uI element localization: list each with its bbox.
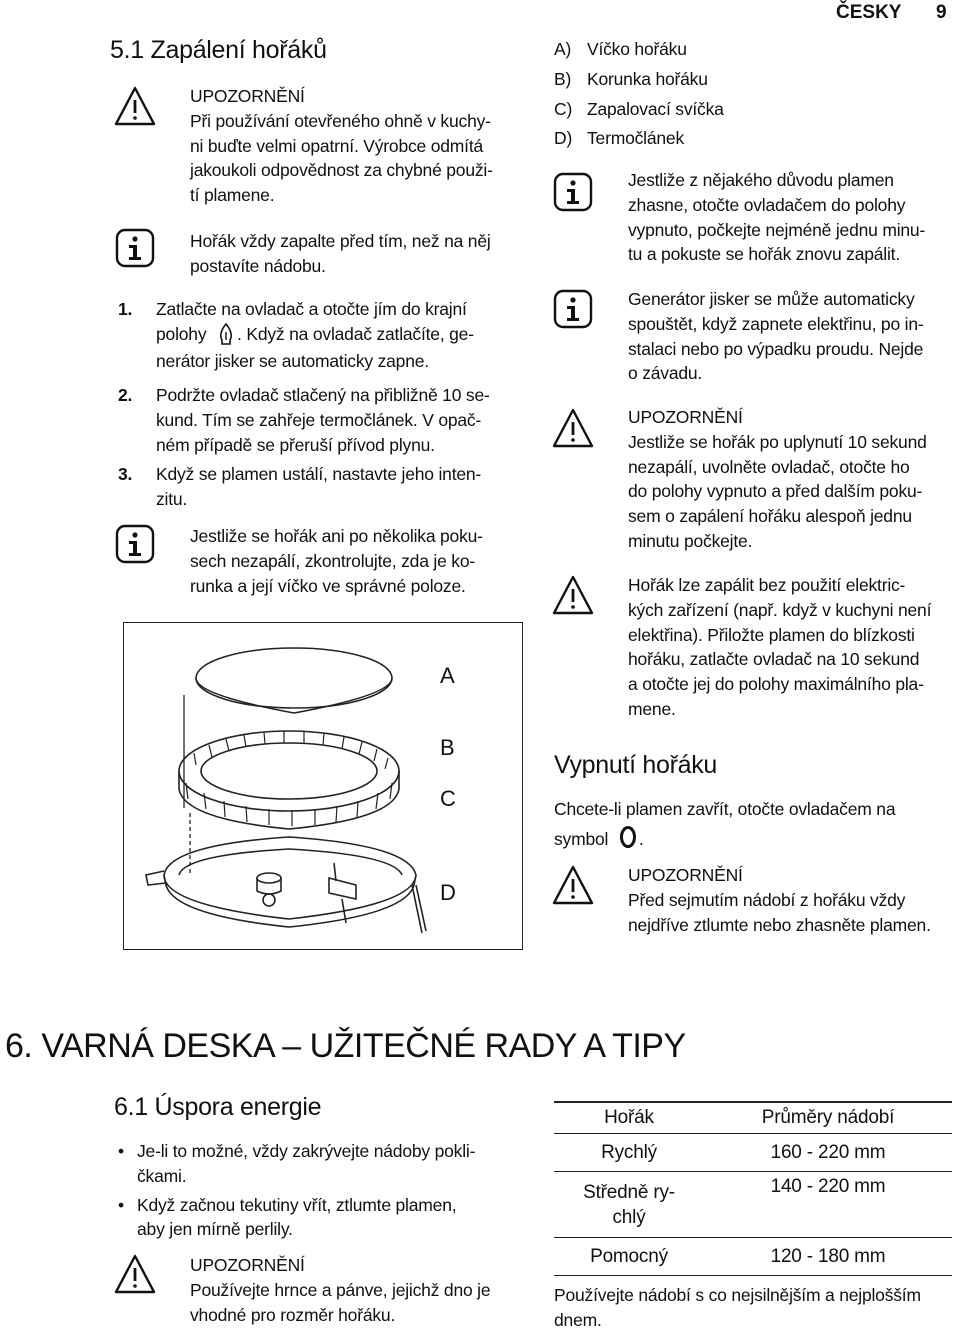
ignition-symbol-icon (219, 323, 233, 345)
chapter-number: 6. (5, 1027, 33, 1065)
warning-icon (551, 574, 595, 618)
info-icon (553, 172, 593, 212)
step-number: 3. (118, 464, 133, 484)
figure-label-c: C (440, 786, 456, 811)
burner-exploded-drawing (124, 623, 521, 948)
section-6-1-heading (114, 1092, 321, 1122)
table-header: Průměry nádobí (704, 1102, 952, 1134)
warning-block-2: UPOZORNĚNÍ Jestliže se hořák po uplynutí 10 sekund nezapálí, uvolněte ovladač, otočte ho do polohy vypnuto a před dalším poku- sem o zapálení hořáku alespoň jednu minutu počkejte. (628, 405, 958, 554)
section-heading-vypnuti: Vypnutí hořáku (554, 751, 718, 779)
table-header-row (554, 1102, 952, 1134)
warning-icon (551, 864, 595, 908)
info-block-3: Jestliže z nějakého důvodu plamen zhasne, otočte ovladačem do polohy vypnuto, počkejte nejméně jednu minu- tu a pokuste se hořák znovu zapálit. (628, 170, 926, 265)
step-3: 3. Když se plamen ustálí, nastavte jeho inten- zitu. (118, 464, 482, 509)
section-number: 6.1 (114, 1093, 148, 1121)
table-row (554, 1238, 952, 1276)
figure-label-d: D (440, 880, 456, 905)
legend-item: A) Víčko hořáku (554, 39, 687, 59)
info-icon (553, 289, 593, 329)
legend-item: C) Zapalovací svíčka (554, 98, 724, 119)
section-title: Zapálení hořáků (150, 36, 327, 64)
table-cell: 140 - 220 mm (704, 1172, 952, 1238)
warning-block-3: Hořák lze zapálit bez použití elektric- kých zařízení (např. když v kuchyni není elektřina). Přiložte plamen do blízkosti hořáku, zatlačte ovladač na 10 sekund a otočte jej do polohy maximálního pla- mene. (628, 575, 932, 719)
table-row (554, 1172, 952, 1238)
figure-label-a: A (440, 663, 455, 688)
off-symbol-icon (619, 825, 637, 849)
table-note: Používejte nádobí s co nejsilnějším a nejplošším dnem. (554, 1285, 921, 1330)
header-language: ČESKY (836, 2, 902, 23)
step-1: 1. Zatlačte na ovladač a otočte jím do krajní polohy . Když na ovladač zatlačíte, ge- nerátor jisker se automaticky zapne. (118, 299, 474, 371)
burner-figure (123, 622, 523, 950)
step-number: 1. (118, 299, 133, 319)
list-item: • Je-li to možné, vždy zakrývejte nádoby pokli- čkami. (137, 1139, 527, 1189)
info-icon (115, 524, 155, 564)
warning-title: UPOZORNĚNÍ (628, 865, 743, 885)
legend-item: D) Termočlánek (554, 128, 685, 149)
section-number: 5.1 (110, 36, 144, 64)
list-item: • Když začnou tekutiny vřít, ztlumte plamen, aby jen mírně perlily. (137, 1193, 527, 1243)
warning-block-5: UPOZORNĚNÍ Používejte hrnce a pánve, jejichž dno je vhodné pro rozměr hořáku. (190, 1253, 530, 1327)
section-title: Úspora energie (154, 1093, 322, 1121)
info-icon (115, 228, 155, 268)
info-block-1: Hořák vždy zapalte před tím, než na něj postavíte nádobu. (190, 231, 491, 276)
warning-icon (551, 407, 595, 451)
info-block-2: Jestliže se hořák ani po několika poku- sech nezapálí, zkontrolujte, zda je ko- runka a její víčko ve správné poloze. (190, 526, 483, 596)
table-cell: 120 - 180 mm (704, 1238, 952, 1276)
step-2: 2. Podržte ovladač stlačený na přibližně 10 se- kund. Tím se zahřeje termočlánek. V opač- ném případě se přeruší přívod plynu. (118, 385, 490, 455)
figure-label-b: B (440, 735, 455, 760)
info-block-4: Generátor jisker se může automaticky spouštět, když zapnete elektřinu, po in- stalaci nebo po výpadku proudu. Nejde o závadu. (628, 289, 924, 384)
step-number: 2. (118, 385, 133, 405)
figure-legend (554, 37, 934, 151)
table-cell: Pomocný (554, 1238, 704, 1276)
warning-block-1: UPOZORNĚNÍ Při používání otevřeného ohně v kuchy- ni buďte velmi opatrní. Výrobce odmítá jakoukoli odpovědnost za chybné použi- tí plamene. (190, 84, 520, 208)
section-5-1-heading (110, 35, 327, 65)
warning-icon (113, 1253, 157, 1297)
table-cell: Rychlý (554, 1134, 704, 1172)
table-row (554, 1134, 952, 1172)
table-cell: Středně ry- chlý (554, 1172, 704, 1238)
warning-icon (113, 85, 157, 129)
burner-table (554, 1101, 952, 1276)
table-header: Hořák (554, 1102, 704, 1134)
page-number: 9 (936, 2, 947, 23)
warning-title: UPOZORNĚNÍ (190, 86, 305, 106)
chapter-title: VARNÁ DESKA – UŽITEČNÉ RADY A TIPY (41, 1027, 686, 1065)
warning-title: UPOZORNĚNÍ (628, 407, 743, 427)
legend-item: B) Korunka hořáku (554, 68, 708, 89)
warning-title: UPOZORNĚNÍ (190, 1255, 305, 1275)
chapter-6-heading (5, 1026, 686, 1066)
warning-block-4: UPOZORNĚNÍ Před sejmutím nádobí z hořáku vždy nejdříve ztlumte nebo zhasněte plamen. (628, 863, 958, 937)
bullet-list (137, 1139, 527, 1242)
table-cell: 160 - 220 mm (704, 1134, 952, 1172)
section-vypnuti-text: Chcete-li plamen zavřít, otočte ovladačem na symbol . (554, 799, 896, 849)
